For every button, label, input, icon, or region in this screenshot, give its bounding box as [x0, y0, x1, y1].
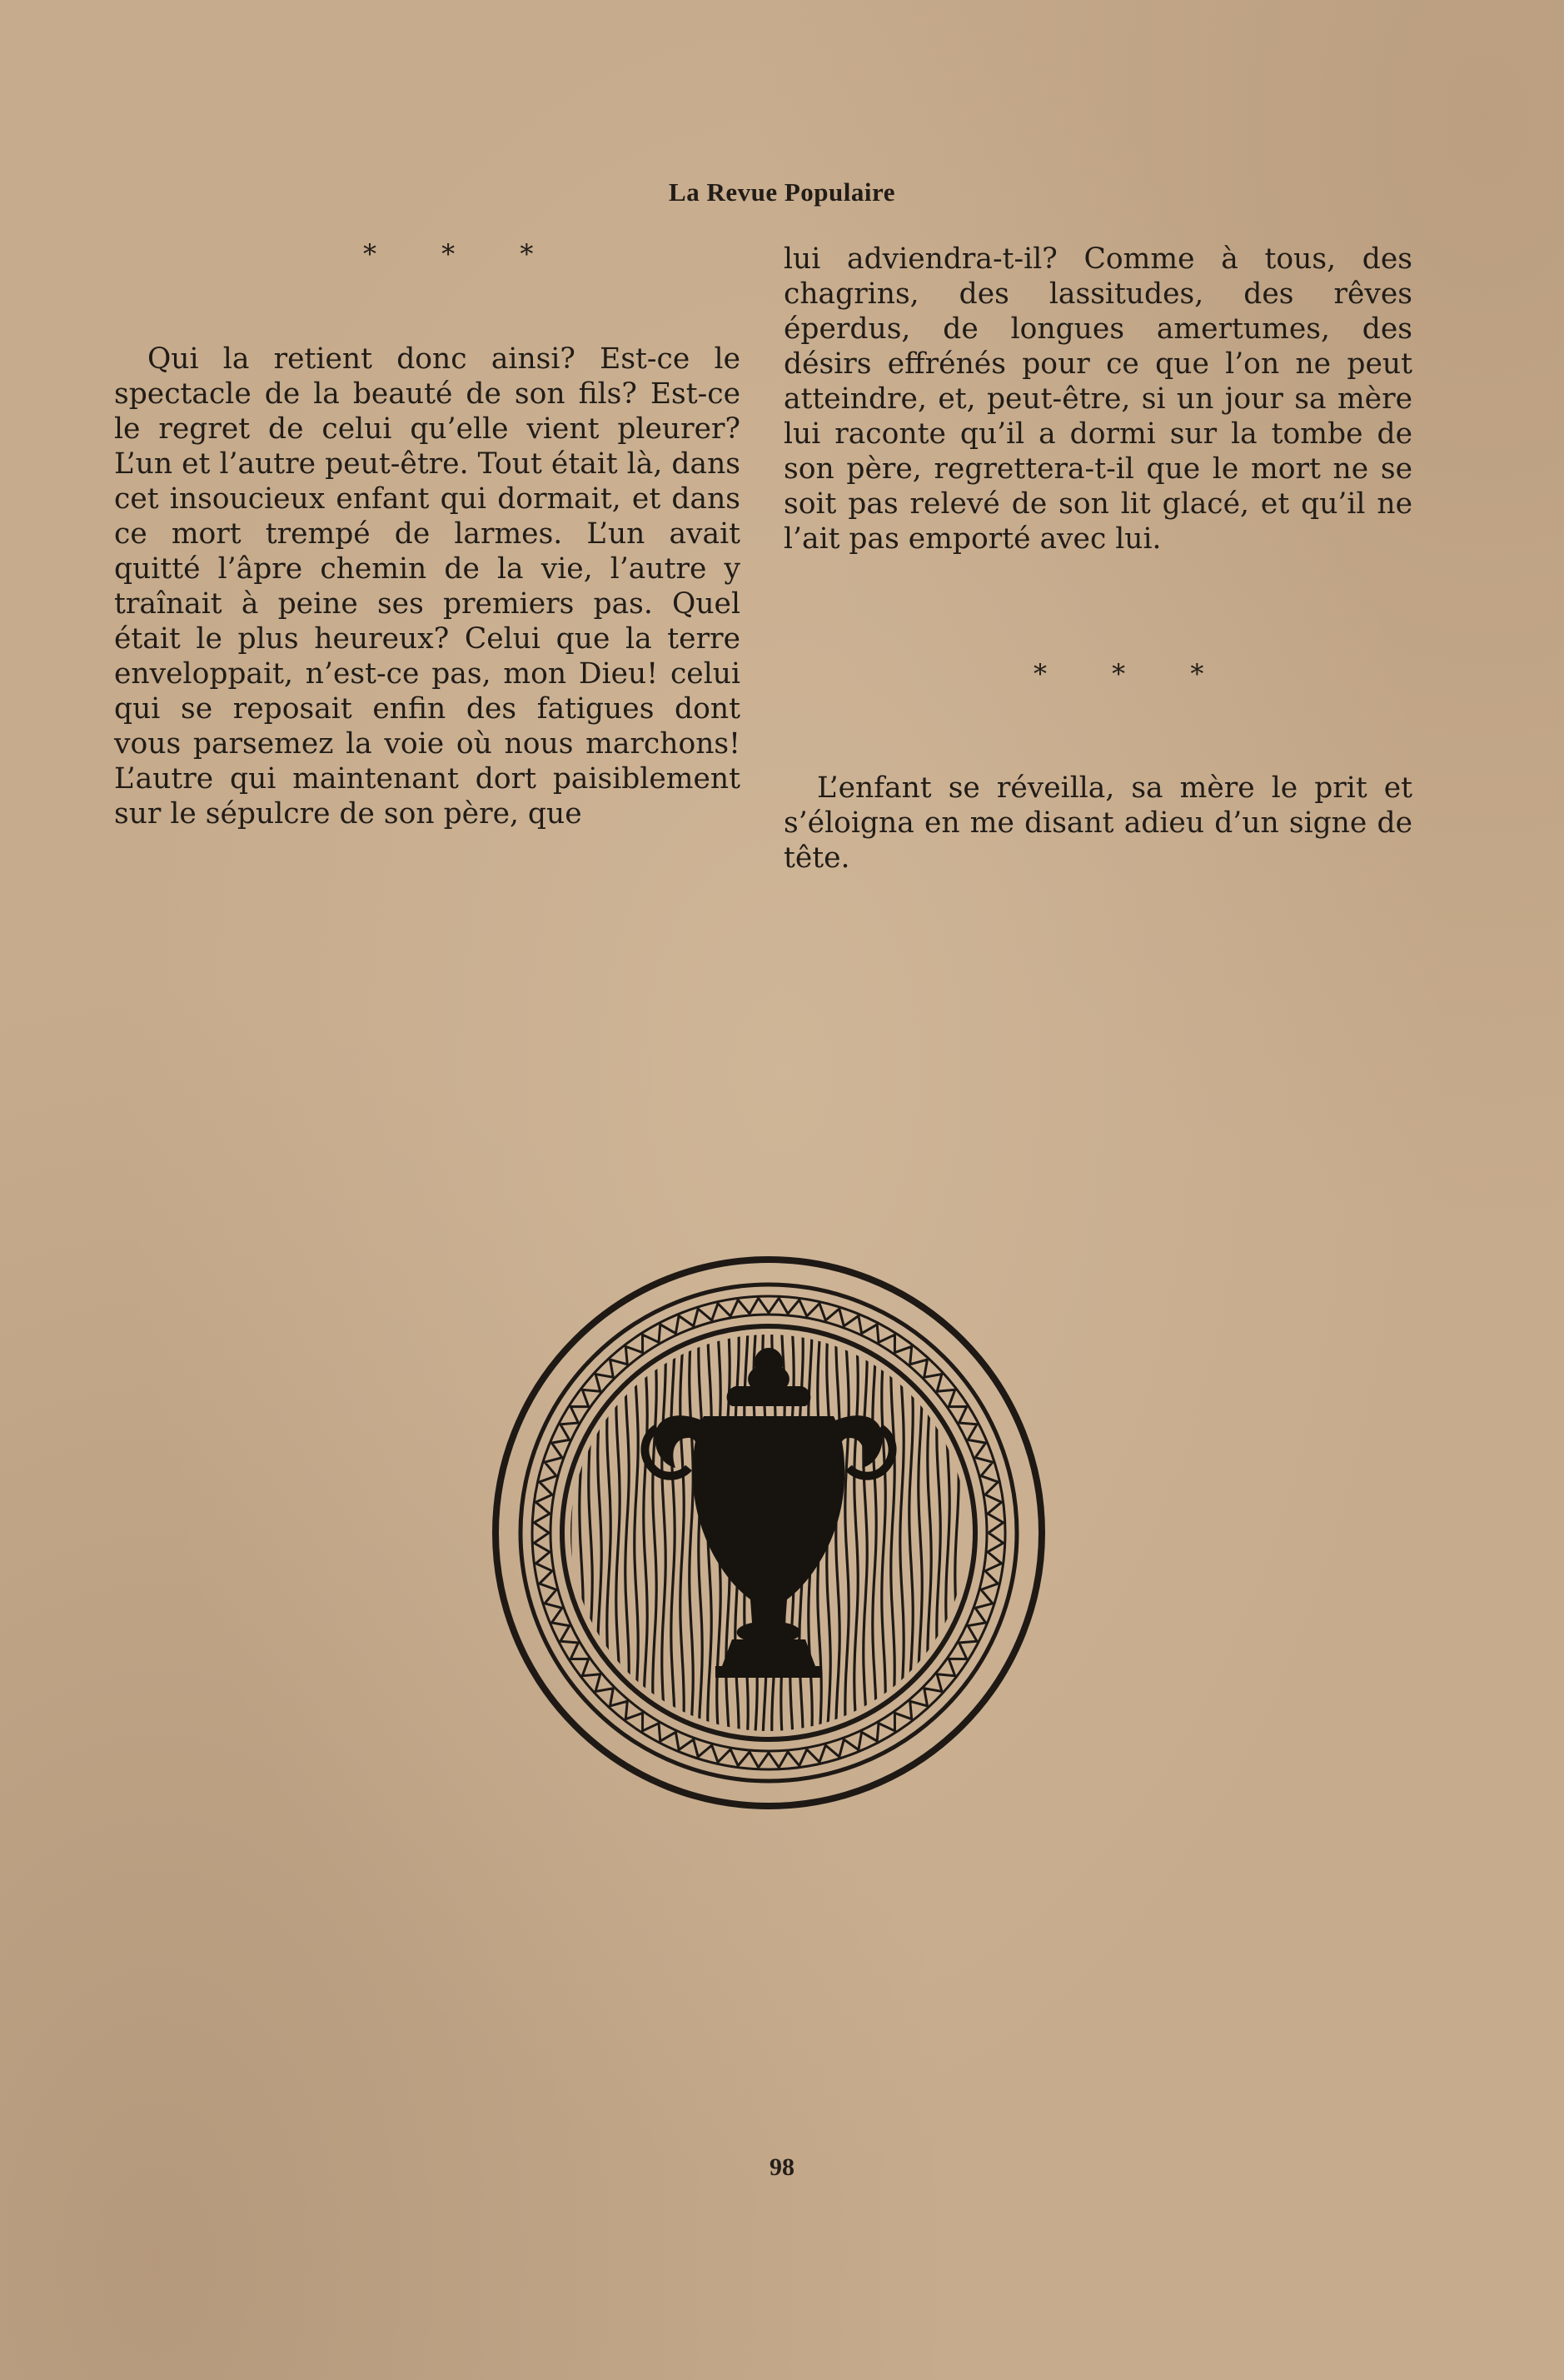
body-paragraph: Qui la retient donc ainsi? Est-ce le spectacle de la beauté de son fils? Est-ce le regret de celui qu’elle vient pleurer? L’un et l’autre peut-être. Tout était là, dans cet insoucieux enfant qui dormait, et dans ce mort trempé de larmes. L’un avait quitté l’âpre chemin de la vie, l’autre y traînait à peine ses premiers pas. Quel était le plus heureux? Celui que la terre enveloppait, n’est-ce pas, mon Dieu! celui qui se reposait enfin des fatigues dont vous parsemez la voie où nous marchons! L’autre qui maintenant dort paisiblement sur le sépulcre de son père, que: [114, 342, 740, 831]
running-head: La Revue Populaire: [669, 177, 895, 207]
page-number: 98: [770, 2153, 794, 2181]
body-paragraph-continued: lui adviendra-t-il? Comme à tous, des chagrins, des lassitudes, des rêves éperdus, de longues amertumes, des désirs effrénés pour ce que l’on ne peut atteindre, et, peut-être, si un jour sa mère lui raconte qu’il a dormi sur la tombe de son père, regrettera-t-il que le mort ne se soit pas relevé de son lit glacé, et qu’il ne l’ait pas emporté avec lui.: [784, 242, 1412, 556]
closing-paragraph: L’enfant se réveilla, sa mère le prit et s’éloigna en me disant adieu d’un signe de tête.: [784, 771, 1412, 875]
left-column: [114, 342, 740, 831]
right-column: [784, 242, 1412, 556]
urn-medallion-icon: [486, 1250, 1052, 1816]
section-separator: * * *: [1034, 658, 1233, 690]
section-separator: * * *: [363, 238, 562, 270]
right-column-closing: [784, 771, 1412, 876]
